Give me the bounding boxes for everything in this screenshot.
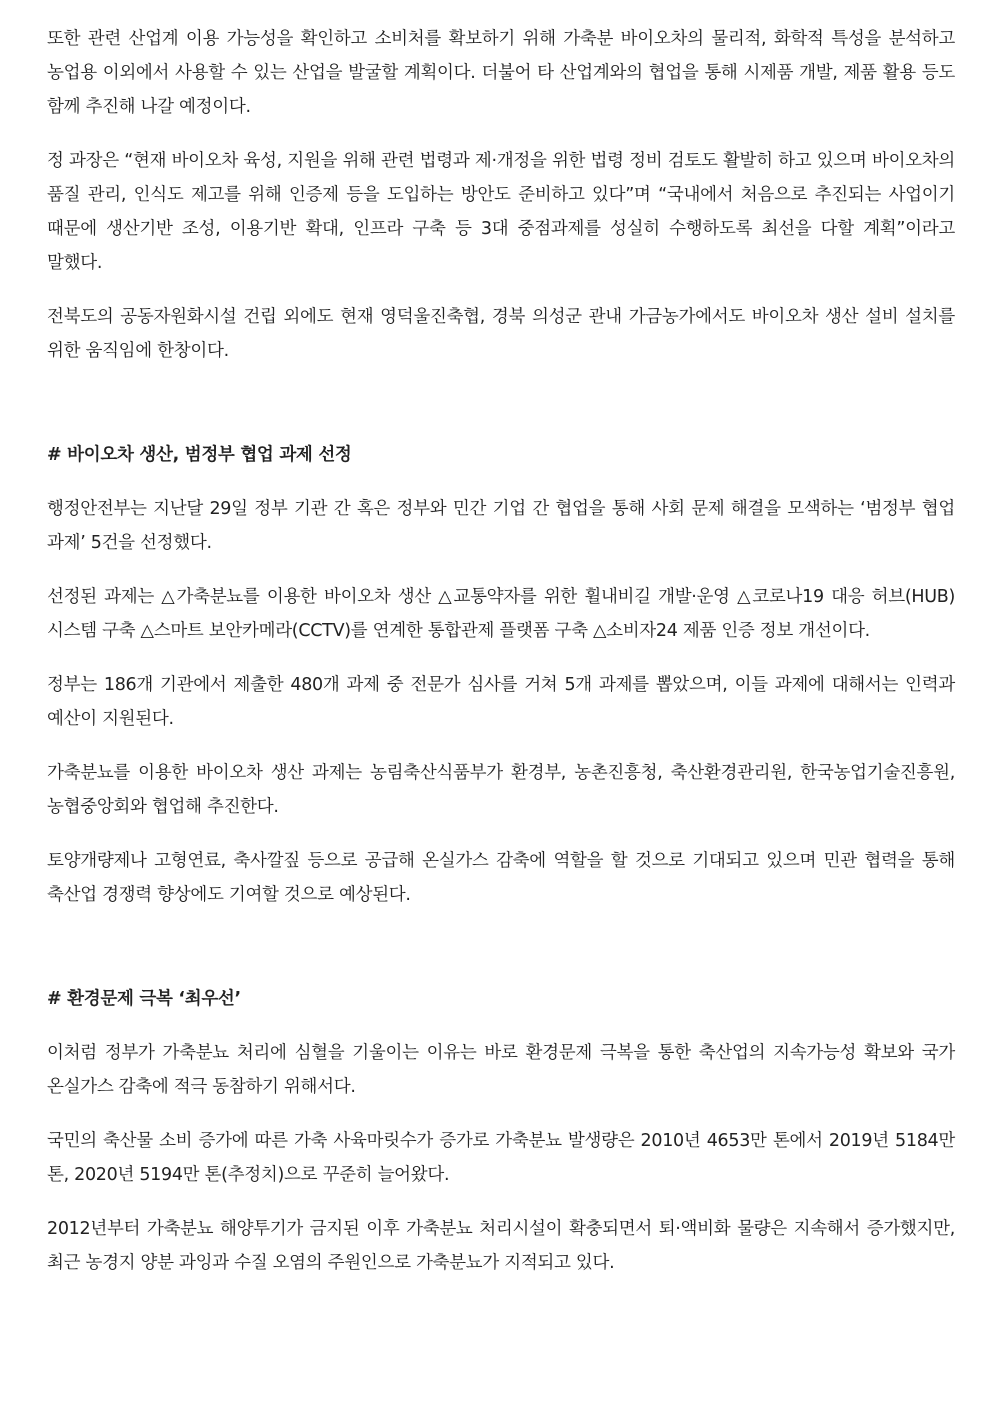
paragraph-expected-effects: 토양개량제나 고형연료, 축사깔짚 등으로 공급해 온실가스 감축에 역할을 할 것으로 기대되고 있으며 민관 협력을 통해 축산업 경쟁력 향상에도 기여할 것으로 예상된다. [47,851,955,905]
paragraph-ministry-selection: 행정안전부는 지난달 29일 정부 기관 간 혹은 정부와 민간 기업 간 협업을 통해 사회 문제 해결을 모색하는 ‘범정부 협업 과제’ 5건을 선정했다. [47,499,955,553]
section-heading-environment: # 환경문제 극복 ‘최우선’ [47,989,241,1009]
paragraph-government-reason: 이처럼 정부가 가축분뇨 처리에 심혈을 기울이는 이유는 바로 환경문제 극복을 통한 축산업의 지속가능성 확보와 국가 온실가스 감축에 적극 동참하기 위해서다. [47,1043,955,1097]
paragraph-director-quote: 정 과장은 “현재 바이오차 육성, 지원을 위해 관련 법령과 제·개정을 위한 법령 정비 검토도 활발히 하고 있으며 바이오차의 품질 관리, 인식도 제고를 위해 인증제 등을 도입하는 방안도 준비하고 있다”며 “국내에서 처음으로 추진되는 사업이기 때문에 생산기반 조성, 이용기반 확대, 인프라 구축 등 3대 중점과제를 성실히 수행하도록 최선을 다할 계획”이라고 말했다. [47,151,955,273]
section-spacer [47,932,955,982]
paragraph-partner-agencies: 가축분뇨를 이용한 바이오차 생산 과제는 농림축산식품부가 환경부, 농촌진흥청, 축산환경관리원, 한국농업기술진흥원, 농협중앙회와 협업해 추진한다. [47,763,955,817]
paragraph-facility-status: 전북도의 공동자원화시설 건립 외에도 현재 영덕울진축협, 경북 의성군 관내 가금농가에서도 바이오차 생산 설비 설치를 위한 움직임에 한창이다. [47,307,955,361]
section-heading-collaboration: # 바이오차 생산, 범정부 협업 과제 선정 [47,445,352,465]
paragraph-review-process: 정부는 186개 기관에서 제출한 480개 과제 중 전문가 심사를 거쳐 5개 과제를 뽑았으며, 이들 과제에 대해서는 인력과 예산이 지원된다. [47,675,955,729]
article-body [47,22,955,1300]
paragraph-manure-volume: 국민의 축산물 소비 증가에 따른 가축 사육마릿수가 증가로 가축분뇨 발생량은 2010년 4653만 톤에서 2019년 5184만 톤, 2020년 5194만 톤(추정치)으로 꾸준히 늘어왔다. [47,1131,955,1185]
paragraph-selected-tasks: 선정된 과제는 △가축분뇨를 이용한 바이오차 생산 △교통약자를 위한 휠내비길 개발·운영 △코로나19 대응 허브(HUB) 시스템 구축 △스마트 보안카메라(CCTV)를 연계한 통합관제 플랫폼 구축 △소비자24 제품 인증 정보 개선이다. [47,587,955,641]
paragraph-ocean-dumping: 2012년부터 가축분뇨 해양투기가 금지된 이후 가축분뇨 처리시설이 확충되면서 퇴·액비화 물량은 지속해서 증가했지만, 최근 농경지 양분 과잉과 수질 오염의 주원인으로 가축분뇨가 지적되고 있다. [47,1219,955,1273]
paragraph-industry-use: 또한 관련 산업계 이용 가능성을 확인하고 소비처를 확보하기 위해 가축분 바이오차의 물리적, 화학적 특성을 분석하고 농업용 이외에서 사용할 수 있는 산업을 발굴할 계획이다. 더불어 타 산업계와의 협업을 통해 시제품 개발, 제품 활용 등도 함께 추진해 나갈 예정이다. [47,29,955,117]
section-spacer [47,388,955,438]
